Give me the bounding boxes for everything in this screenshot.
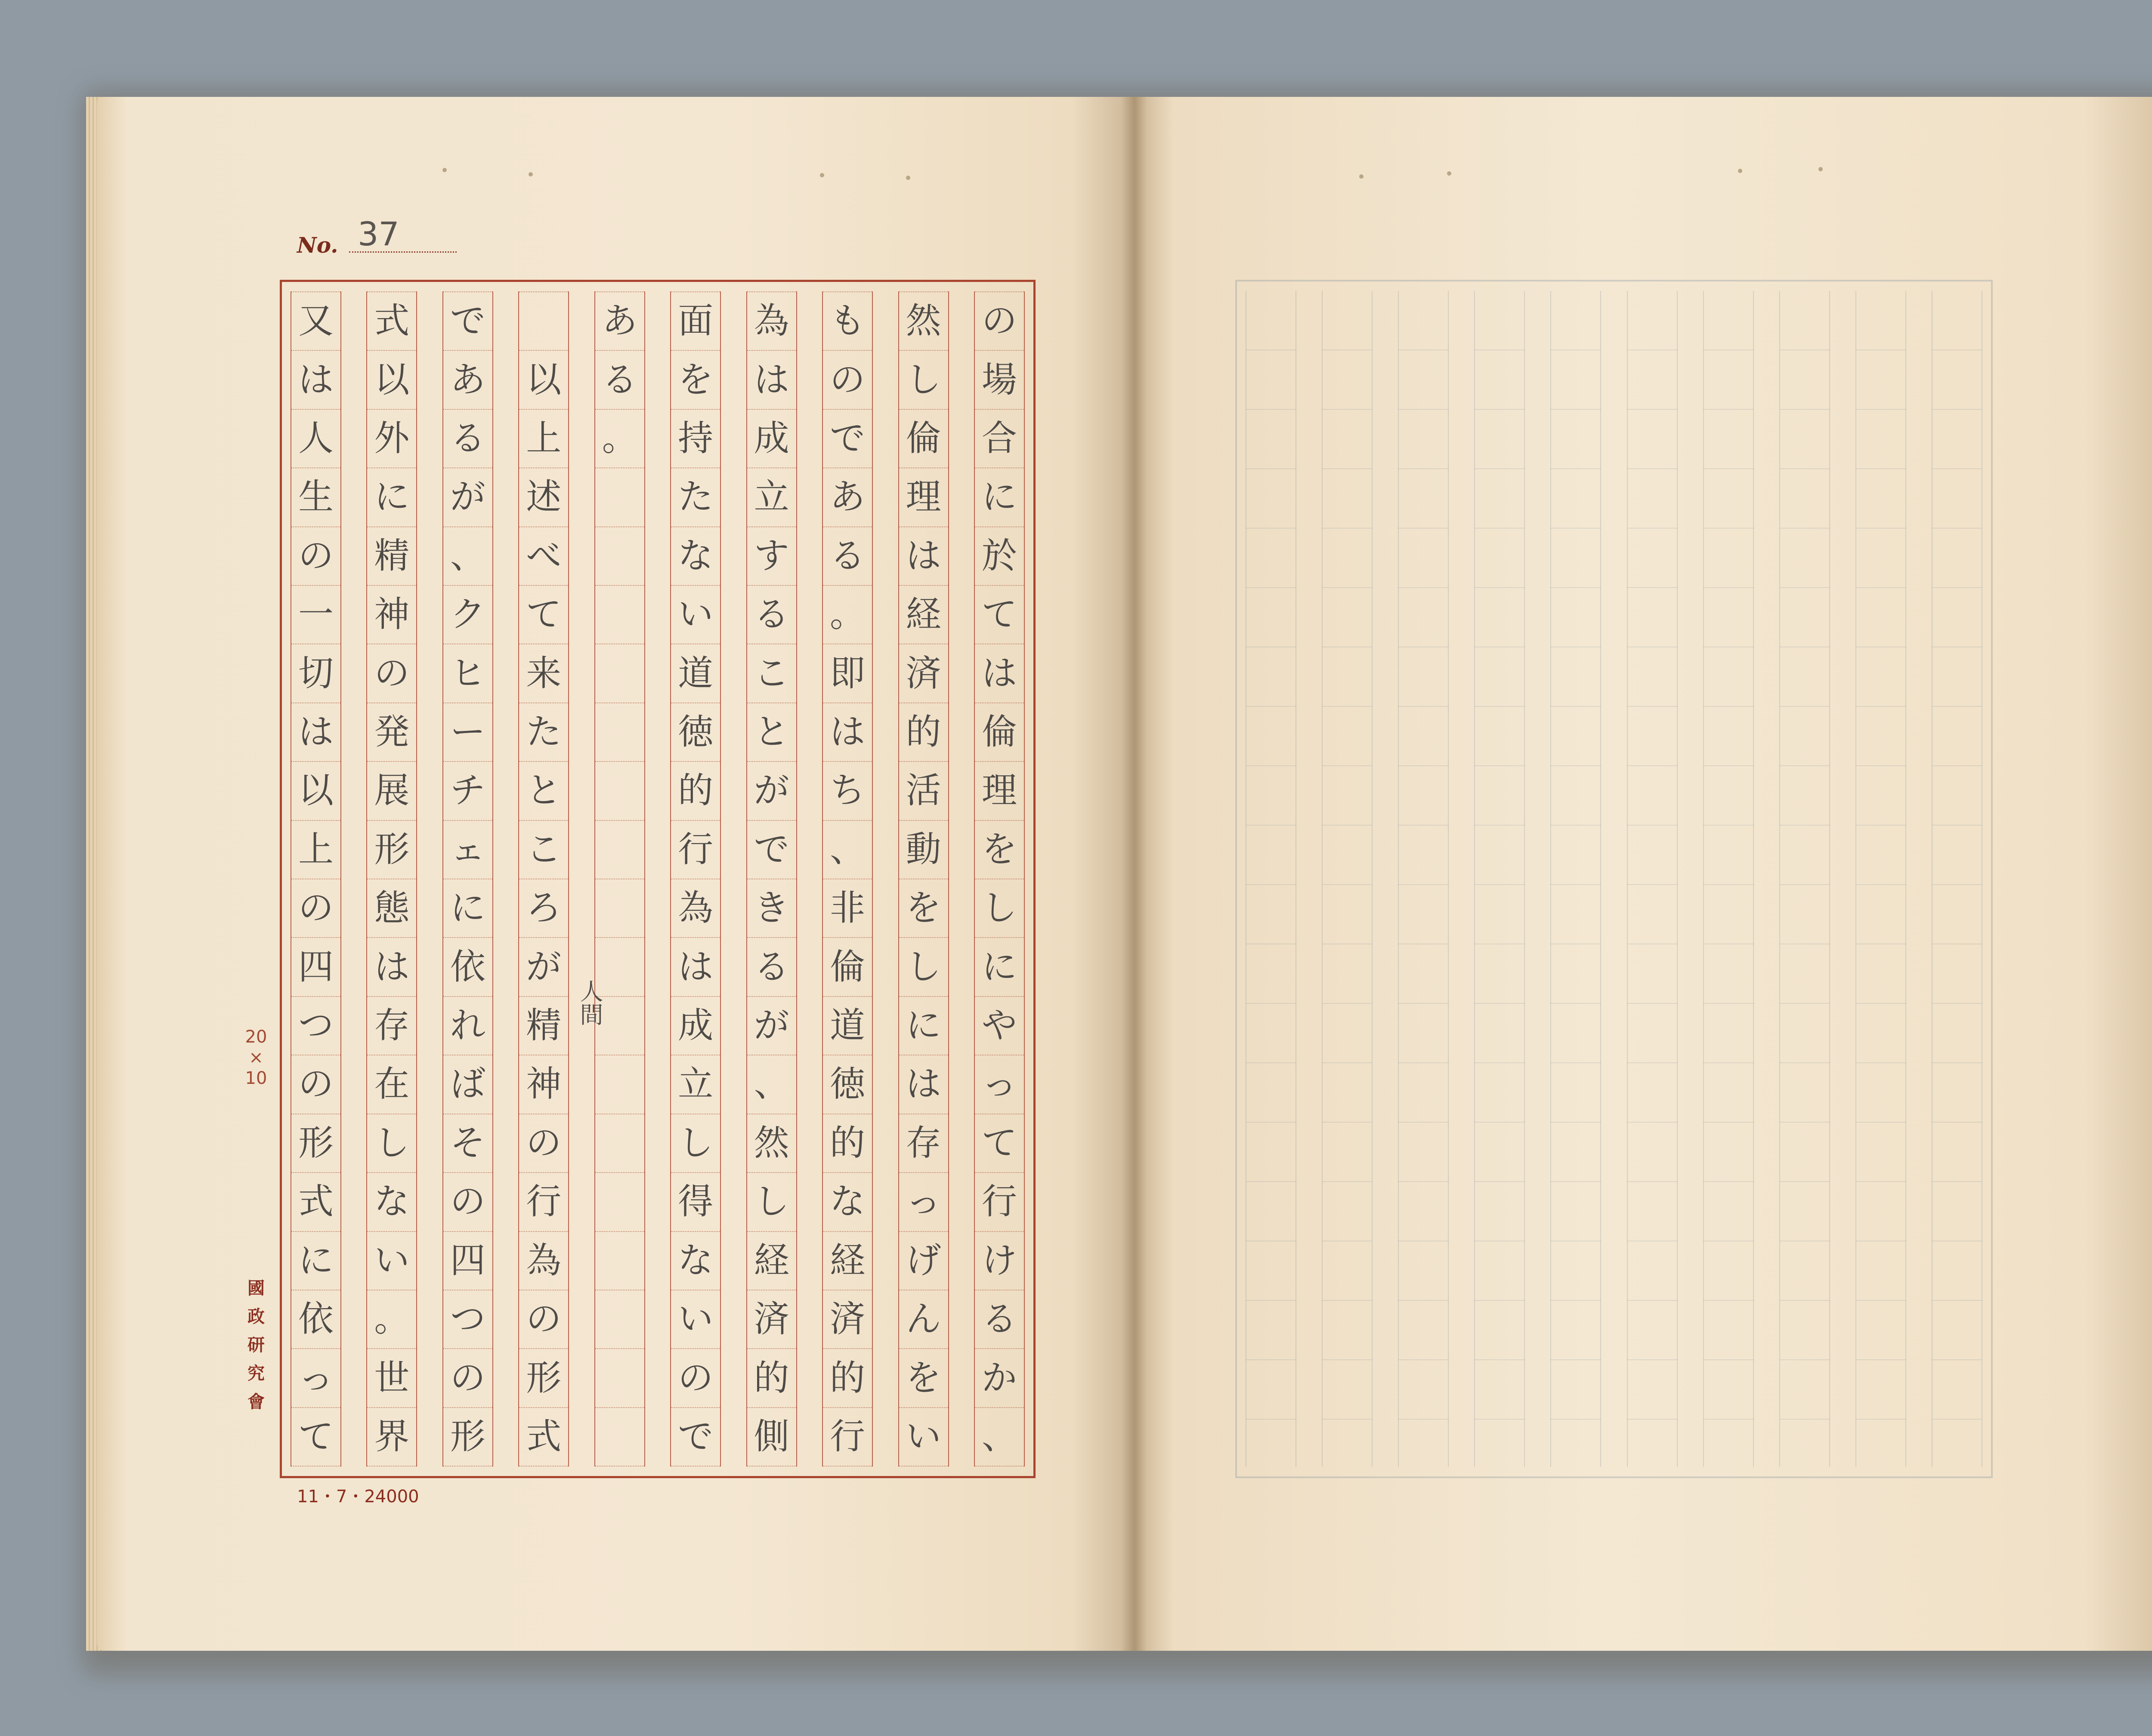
manuscript-cell: こ (519, 821, 568, 879)
binding-hole (906, 176, 910, 180)
binding-hole (820, 173, 824, 177)
manuscript-cell: 。 (595, 410, 644, 468)
manuscript-cell: し (671, 1114, 720, 1173)
manuscript-cell: 為 (671, 879, 720, 938)
page-number-field (297, 215, 457, 258)
manuscript-cell: 四 (443, 1232, 492, 1290)
manuscript-cell: 依 (443, 938, 492, 996)
binding-hole (529, 172, 533, 176)
manuscript-cell: 経 (899, 586, 948, 644)
page-number-label: No. (297, 232, 338, 258)
manuscript-cell: こ (747, 644, 796, 703)
manuscript-column (366, 291, 417, 1467)
manuscript-cell: と (519, 762, 568, 820)
manuscript-cell: 、 (747, 1055, 796, 1114)
manuscript-cell: ん (899, 1290, 948, 1349)
manuscript-cell (595, 586, 644, 644)
manuscript-cell: る (975, 1290, 1024, 1349)
manuscript-cell: 式 (291, 1173, 340, 1232)
manuscript-cell: 形 (367, 821, 416, 879)
manuscript-cell: あ (443, 351, 492, 409)
manuscript-column (898, 291, 949, 1467)
manuscript-cell: は (823, 703, 872, 762)
manuscript-cell: き (747, 879, 796, 938)
manuscript-cell: で (823, 410, 872, 468)
manuscript-cell: 上 (291, 821, 340, 879)
manuscript-cell: で (443, 291, 492, 351)
manuscript-cell: 然 (899, 291, 948, 351)
manuscript-cell: ェ (443, 821, 492, 879)
manuscript-cell: が (519, 938, 568, 996)
manuscript-cell: る (443, 410, 492, 468)
manuscript-cell (519, 291, 568, 351)
manuscript-column (746, 291, 797, 1467)
manuscript-cell: 成 (671, 997, 720, 1055)
manuscript-cell: 道 (823, 997, 872, 1055)
manuscript-cell: 式 (519, 1408, 568, 1467)
manuscript-cell: つ (443, 1290, 492, 1349)
grid-size-part: 10 (245, 1068, 267, 1088)
manuscript-cell (595, 1408, 644, 1467)
manuscript-cell: 世 (367, 1349, 416, 1408)
manuscript-cell: い (671, 1290, 720, 1349)
manuscript-cell: ば (443, 1055, 492, 1114)
manuscript-cell: る (747, 938, 796, 996)
manuscript-cell: の (291, 879, 340, 938)
manuscript-cell: ヒ (443, 644, 492, 703)
manuscript-cell: で (671, 1408, 720, 1467)
manuscript-cell: 以 (519, 351, 568, 409)
manuscript-cell: 依 (291, 1290, 340, 1349)
manuscript-cell: い (671, 586, 720, 644)
manuscript-cell: 動 (899, 821, 948, 879)
manuscript-cell: が (443, 468, 492, 527)
manuscript-cell: 然 (747, 1114, 796, 1173)
show-through-column (1855, 291, 1906, 1467)
manuscript-cell: ろ (519, 879, 568, 938)
manuscript-cell: 徳 (823, 1055, 872, 1114)
manuscript-cell: け (975, 1232, 1024, 1290)
manuscript-cell: が (747, 762, 796, 820)
manuscript-cell: 発 (367, 703, 416, 762)
manuscript-cell: 切 (291, 644, 340, 703)
manuscript-cell (595, 1055, 644, 1114)
manuscript-cell: 在 (367, 1055, 416, 1114)
manuscript-cell: て (519, 586, 568, 644)
manuscript-cell: チ (443, 762, 492, 820)
print-code: 11・7・24000 (297, 1487, 419, 1507)
manuscript-cell (595, 762, 644, 820)
manuscript-cell (595, 468, 644, 527)
manuscript-cell: 側 (747, 1408, 796, 1467)
manuscript-cell: 成 (747, 410, 796, 468)
manuscript-cell: げ (899, 1232, 948, 1290)
manuscript-cell: 。 (367, 1290, 416, 1349)
manuscript-cell: 外 (367, 410, 416, 468)
manuscript-cell: 以 (367, 351, 416, 409)
manuscript-cell: 的 (899, 703, 948, 762)
publisher-char: 會 (247, 1392, 265, 1412)
manuscript-cell: れ (443, 997, 492, 1055)
binding-hole (1359, 174, 1364, 179)
manuscript-cell: 済 (747, 1290, 796, 1349)
manuscript-cell: な (671, 527, 720, 586)
manuscript-cell: 道 (671, 644, 720, 703)
binding-hole (1738, 169, 1742, 173)
manuscript-cell: の (291, 1055, 340, 1114)
manuscript-cell: て (291, 1408, 340, 1467)
manuscript-cell: る (823, 527, 872, 586)
manuscript-cell: を (975, 821, 1024, 879)
show-through-column (1398, 291, 1449, 1467)
show-through-column (1703, 291, 1754, 1467)
manuscript-cell: あ (595, 291, 644, 351)
page-number-line (349, 215, 457, 253)
manuscript-cell: 存 (899, 1114, 948, 1173)
manuscript-cell: も (823, 291, 872, 351)
manuscript-cell: 述 (519, 468, 568, 527)
grid-size-part: × (249, 1048, 263, 1068)
show-through-column (1246, 291, 1296, 1467)
manuscript-cell: を (671, 351, 720, 409)
manuscript-cell: 存 (367, 997, 416, 1055)
manuscript-cell: 人 (291, 410, 340, 468)
manuscript-cell: 場 (975, 351, 1024, 409)
manuscript-column (974, 291, 1025, 1467)
manuscript-cell: 徳 (671, 703, 720, 762)
manuscript-cell: に (367, 468, 416, 527)
manuscript-cell: は (899, 1055, 948, 1114)
manuscript-cell (595, 1114, 644, 1173)
manuscript-cell: の (671, 1349, 720, 1408)
show-through-column (1932, 291, 1982, 1467)
manuscript-cell: に (443, 879, 492, 938)
binding-hole (1818, 167, 1823, 171)
manuscript-cell: に (899, 997, 948, 1055)
manuscript-cell: 行 (823, 1408, 872, 1467)
manuscript-cell: を (899, 879, 948, 938)
manuscript-cell: 界 (367, 1408, 416, 1467)
manuscript-column (670, 291, 721, 1467)
publisher-char: 究 (247, 1364, 265, 1383)
manuscript-cell: 又 (291, 291, 340, 351)
manuscript-cell (595, 821, 644, 879)
manuscript-cell: の (519, 1114, 568, 1173)
manuscript-cell: 得 (671, 1173, 720, 1232)
manuscript-cell: 於 (975, 527, 1024, 586)
manuscript-cell: 理 (899, 468, 948, 527)
manuscript-cell (595, 1232, 644, 1290)
manuscript-cell: 持 (671, 410, 720, 468)
manuscript-cell: る (595, 351, 644, 409)
manuscript-cell: 、 (443, 527, 492, 586)
show-through-column (1322, 291, 1373, 1467)
manuscript-cell: 、 (975, 1408, 1024, 1467)
manuscript-cell: 以 (291, 762, 340, 820)
grid-size-part: 20 (245, 1027, 267, 1047)
publisher-char: 國 (247, 1278, 265, 1298)
manuscript-column (518, 291, 569, 1467)
manuscript-cell: て (975, 1114, 1024, 1173)
manuscript-cell: 経 (747, 1232, 796, 1290)
manuscript-cell: 面 (671, 291, 720, 351)
page-number: 37 (358, 215, 399, 253)
manuscript-cell: 経 (823, 1232, 872, 1290)
manuscript-cell: 立 (671, 1055, 720, 1114)
grid-size-label (241, 1027, 271, 1089)
manuscript-cell: 、 (823, 821, 872, 879)
show-through-column (1627, 291, 1678, 1467)
margin-correction (573, 979, 606, 1026)
manuscript-cell: す (747, 527, 796, 586)
manuscript-column (594, 291, 645, 1467)
manuscript-cell: の (443, 1173, 492, 1232)
manuscript-cell: 倫 (975, 703, 1024, 762)
manuscript-cell: ク (443, 586, 492, 644)
manuscript-cell: 行 (519, 1173, 568, 1232)
manuscript-cell: は (975, 644, 1024, 703)
manuscript-cell: て (975, 586, 1024, 644)
manuscript-cell: 済 (899, 644, 948, 703)
manuscript-column (822, 291, 873, 1467)
manuscript-column (291, 291, 341, 1467)
manuscript-cell: が (747, 997, 796, 1055)
manuscript-cell: な (823, 1173, 872, 1232)
manuscript-cell (595, 1173, 644, 1232)
show-through-grid (1235, 280, 1993, 1478)
manuscript-cell: 的 (823, 1349, 872, 1408)
manuscript-column (442, 291, 493, 1467)
show-through-column (1779, 291, 1830, 1467)
manuscript-cell: 形 (519, 1349, 568, 1408)
manuscript-cell: っ (975, 1055, 1024, 1114)
manuscript-cell: た (519, 703, 568, 762)
manuscript-cell: 。 (823, 586, 872, 644)
manuscript-cell: の (823, 351, 872, 409)
manuscript-cell: 行 (975, 1173, 1024, 1232)
manuscript-cell: な (671, 1232, 720, 1290)
manuscript-cell: や (975, 997, 1024, 1055)
margin-correction-text: 人間 (576, 979, 603, 1026)
manuscript-cell (595, 879, 644, 938)
manuscript-cell: 的 (823, 1114, 872, 1173)
manuscript-cell: 為 (519, 1232, 568, 1290)
manuscript-cell: は (899, 527, 948, 586)
manuscript-cell: は (367, 938, 416, 996)
manuscript-cell: の (975, 291, 1024, 351)
manuscript-cell: べ (519, 527, 568, 586)
manuscript-cell: の (291, 527, 340, 586)
manuscript-cell: は (291, 703, 340, 762)
manuscript-cell: 式 (367, 291, 416, 351)
manuscript-cell: ー (443, 703, 492, 762)
manuscript-cell: ち (823, 762, 872, 820)
manuscript-cell: と (747, 703, 796, 762)
manuscript-cell: 四 (291, 938, 340, 996)
manuscript-cell: 的 (747, 1349, 796, 1408)
manuscript-cell: を (899, 1349, 948, 1408)
manuscript-cell: し (747, 1173, 796, 1232)
manuscript-cell: の (443, 1349, 492, 1408)
book-gutter (1121, 97, 1147, 1651)
manuscript-cell: 倫 (823, 938, 872, 996)
manuscript-cell: か (975, 1349, 1024, 1408)
manuscript-cell: 合 (975, 410, 1024, 468)
manuscript-cell (595, 527, 644, 586)
manuscript-cell: し (975, 879, 1024, 938)
publisher-label (243, 1274, 269, 1416)
manuscript-cell: は (291, 351, 340, 409)
manuscript-cell: 形 (443, 1408, 492, 1467)
manuscript-cell: 精 (367, 527, 416, 586)
manuscript-cell: は (671, 938, 720, 996)
manuscript-cell: で (747, 821, 796, 879)
manuscript-cell: 即 (823, 644, 872, 703)
manuscript-cell: っ (899, 1173, 948, 1232)
manuscript-cell: 神 (367, 586, 416, 644)
manuscript-grid (280, 280, 1036, 1478)
manuscript-cell (595, 644, 644, 703)
manuscript-cell: に (975, 938, 1024, 996)
manuscript-cell: 立 (747, 468, 796, 527)
manuscript-cell: 一 (291, 586, 340, 644)
manuscript-cell: 上 (519, 410, 568, 468)
binding-hole (1447, 171, 1451, 176)
manuscript-cell: し (899, 938, 948, 996)
manuscript-cell: に (975, 468, 1024, 527)
manuscript-cell: 形 (291, 1114, 340, 1173)
manuscript-cell (595, 1349, 644, 1408)
manuscript-cell: の (519, 1290, 568, 1349)
manuscript-cell: し (367, 1114, 416, 1173)
publisher-char: 研 (247, 1335, 265, 1355)
manuscript-cell: に (291, 1232, 340, 1290)
manuscript-cell: 精 (519, 997, 568, 1055)
manuscript-cell: 態 (367, 879, 416, 938)
manuscript-cell: そ (443, 1114, 492, 1173)
manuscript-cell: る (747, 586, 796, 644)
show-through-column (1474, 291, 1525, 1467)
manuscript-cell: し (899, 351, 948, 409)
manuscript-cell: 来 (519, 644, 568, 703)
manuscript-cell: は (747, 351, 796, 409)
manuscript-cell: 非 (823, 879, 872, 938)
manuscript-cell: 的 (671, 762, 720, 820)
manuscript-cell: 生 (291, 468, 340, 527)
manuscript-cell: 行 (671, 821, 720, 879)
manuscript-cell: 神 (519, 1055, 568, 1114)
binding-hole (442, 168, 447, 172)
manuscript-cell: 活 (899, 762, 948, 820)
manuscript-cell: た (671, 468, 720, 527)
manuscript-cell: っ (291, 1349, 340, 1408)
manuscript-cell: 倫 (899, 410, 948, 468)
manuscript-cell: 為 (747, 291, 796, 351)
manuscript-cell: い (367, 1232, 416, 1290)
manuscript-cell: の (367, 644, 416, 703)
manuscript-cell: 展 (367, 762, 416, 820)
manuscript-cell: つ (291, 997, 340, 1055)
show-through-column (1550, 291, 1601, 1467)
manuscript-cell: あ (823, 468, 872, 527)
manuscript-cell: 理 (975, 762, 1024, 820)
manuscript-cell: な (367, 1173, 416, 1232)
manuscript-cell: い (899, 1408, 948, 1467)
manuscript-cell (595, 703, 644, 762)
publisher-char: 政 (247, 1307, 265, 1327)
manuscript-cell: 済 (823, 1290, 872, 1349)
manuscript-cell (595, 1290, 644, 1349)
